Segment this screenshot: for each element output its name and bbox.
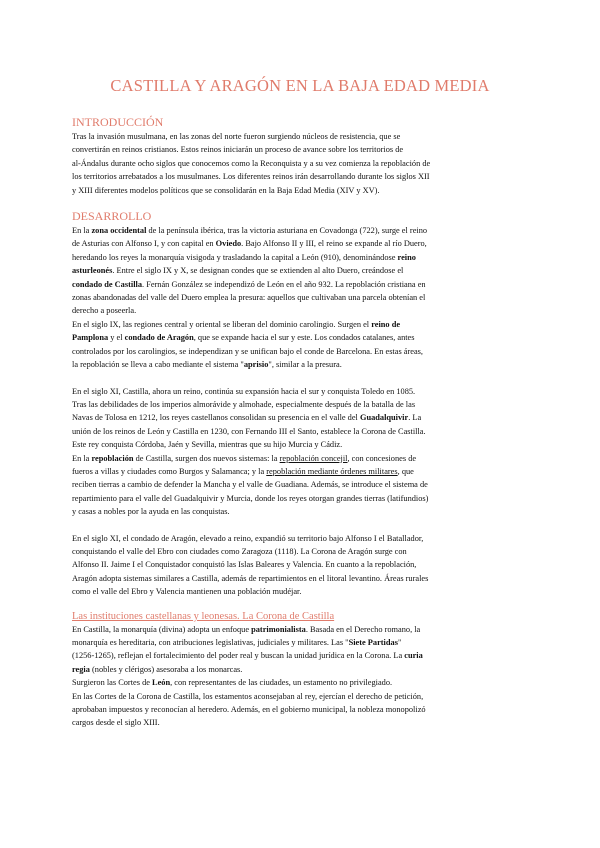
text-line: Tras la invasión musulmana, en las zonas del norte fueron surgiendo núcleos de resistencia, que se [72,132,401,141]
text-run: heredando los reyes la monarquía visigoda y trasladando la capital a León (910), denominándose [72,252,398,262]
text-run: (1256-1265), reflejan el fortalecimiento del poder real y buscan la unidad jurídica en la Corona. La [72,651,405,661]
text-run: . Fernán González se independizó de León en el año 932. La repoblación cristiana en [142,279,426,289]
desarrollo-paragraph-occidental [72,224,528,318]
underlined-term: repoblación mediante órdenes militares [266,466,398,476]
desarrollo-paragraph-oriental [72,318,528,372]
text-line: Aragón adopta sistemas similares a Castilla, además de repartimientos en el litoral levantino. Áreas rurales [72,573,429,583]
bold-term: reino de [371,319,401,329]
bold-term: reino [397,252,416,262]
intro-paragraph [72,130,528,197]
bold-term: León [152,678,171,688]
text-run: En la [72,226,92,236]
text-run: ", similar a la presura. [268,360,342,370]
text-run: , que [397,466,414,476]
text-run: fueros a villas y ciudades como Burgos y Salamanca; y la [72,466,267,476]
text-run: derecho a poseerla. [72,306,137,316]
bold-term: condado de Castilla [72,279,143,289]
text-run: " [397,638,402,647]
text-line: al-Ándalus durante ocho siglos que conocemos como la Reconquista y a su vez comienza la repoblación de [72,158,431,168]
text-run: y casas a nobles por la ayuda en las conquistas. [72,507,230,517]
text-run: Navas de Tolosa en 1212, los reyes castellanos consolidan su presencia en el valle del [72,413,360,423]
heading-instituciones: Las instituciones castellanas y leonesas. La Corona de Castilla [72,610,335,622]
text-run: de Castilla, surgen dos nuevos sistemas: la [133,453,280,463]
bold-term: asturleonés [72,266,113,276]
bold-term: regia [72,664,90,674]
text-run: y el [108,333,125,343]
underlined-term: repoblación concejil [279,453,348,463]
text-line: como el valle del Ebro y Valencia mantienen una población mudéjar. [72,587,302,597]
bold-term: patrimonialista [251,624,306,634]
text-run: Surgieron las Cortes de [72,678,153,688]
paragraph-gap [72,519,528,532]
instituciones-paragraph-monarquia [72,623,528,677]
bold-term: curia [404,651,423,661]
text-line: cargos desde el siglo XIII. [72,718,160,728]
text-run: monarquía es hereditaria, con atribuciones legislativas, judiciales y militares. Las " [72,638,349,647]
desarrollo-paragraph-castilla [72,385,528,519]
text-run: de Asturias con Alfonso I, y con capital en [72,239,216,249]
text-run: , que se expande hacia el sur y este. Los condados catalanes, antes [193,333,415,343]
text-run: . Bajo Alfonso II y III, el reino se expande al río Duero, [241,239,427,249]
text-run: la repoblación se lleva a cabo mediante el sistema " [72,360,244,370]
bold-term: zona occidental [91,226,147,236]
heading-introduccion: INTRODUCCIÓN [72,115,164,129]
text-run: . Entre el siglo IX y X, se designan condes que se extienden al alto Duero, creándose el [112,266,404,276]
bold-term: Pamplona [72,333,109,343]
text-line: aprobaban impuestos y reconocían al heredero. Además, en el gobierno municipal, la nobleza monopolizó [72,705,426,715]
text-run: En Castilla, la monarquía (divina) adopta un enfoque [72,624,252,634]
text-run: Este rey conquista Córdoba, Jaén y Sevilla, mientras que su hijo Murcia y Cádiz. [72,440,343,450]
instituciones-paragraph-cortes-leon [72,676,528,689]
bold-term: condado de Aragón [124,333,194,343]
heading-desarrollo: DESARROLLO [72,209,152,224]
text-line: los territorios arrebatados a los musulmanes. Los diferentes reinos irán desarrollando durante los siglos XII [72,172,430,182]
text-run: En el siglo IX, las regiones central y oriental se liberan del dominio carolingio. Surgen el [72,319,372,329]
text-run: reciben tierras a cambio de defender la Mancha y el valle de Guadiana. Además, se introduce el sistema de [72,480,428,490]
paragraph-gap [72,372,528,385]
bold-term: aprisio [243,360,269,370]
text-run: Tras las debilidades de los imperios almorávide y almohade, especialmente después de la batalla de las [72,399,416,409]
text-line: y XIII diferentes modelos políticos que se consolidarán en la Baja Edad Media (XIV y XV). [72,185,380,195]
bold-term: Oviedo [215,239,242,249]
text-run: En la [72,453,92,463]
instituciones-paragraph-cortes-castilla [72,690,528,730]
document-title: CASTILLA Y ARAGÓN EN LA BAJA EDAD MEDIA [110,76,490,95]
text-run: unión de los reinos de León y Castilla en 1230, con Fernando III el Santo, establece la Corona de Castilla. [72,426,426,436]
text-run: de la península ibérica, tras la victoria asturiana en Covadonga (722), surge el reino [146,226,428,236]
text-run: controlados por los carolingios, se independizan y se unifican bajo el conde de Barcelona. En estas áreas, [72,346,424,356]
text-run: zonas abandonadas del valle del Duero emplea la presura: aquellos que cultivaban una parcela obtenían el [72,293,426,303]
text-run: . La [408,413,422,423]
bold-term: Siete Partidas [348,638,398,647]
text-run: . Basada en el Derecho romano, la [305,624,421,634]
text-run: repartimiento para el valle del Guadalquivir y Murcia, donde los reyes otorgan grandes tierras (latifundios) [72,493,429,503]
text-run: (nobles y clérigos) asesoraba a los monarcas. [89,664,243,674]
text-run: En el siglo XI, Castilla, ahora un reino, continúa su expansión hacia el sur y conquista Toledo en 1085. [72,386,416,396]
text-line: conquistando el valle del Ebro con ciudades como Zaragoza (1118). La Corona de Aragón surge con [72,546,407,556]
desarrollo-paragraph-aragon [72,532,528,599]
text-line: En las Cortes de la Corona de Castilla, los estamentos aconsejaban al rey, ejercían el derecho de petición, [72,691,424,701]
text-line: convertirán en reinos cristianos. Estos reinos iniciarán un proceso de avance sobre los territorios de [72,145,404,155]
text-run: , con representantes de las ciudades, un estamento no privilegiado. [170,678,393,688]
text-line: Alfonso II. Jaime I el Conquistador conquistó las Islas Baleares y Valencia. En cuanto a la repoblación, [72,560,417,570]
text-run: , con concesiones de [347,453,417,463]
bold-term: repoblación [91,453,134,463]
text-line: En el siglo XI, el condado de Aragón, elevado a reino, expandió su territorio bajo Alfonso I el Batallador, [72,533,424,543]
bold-term: Guadalquivir [359,413,409,423]
